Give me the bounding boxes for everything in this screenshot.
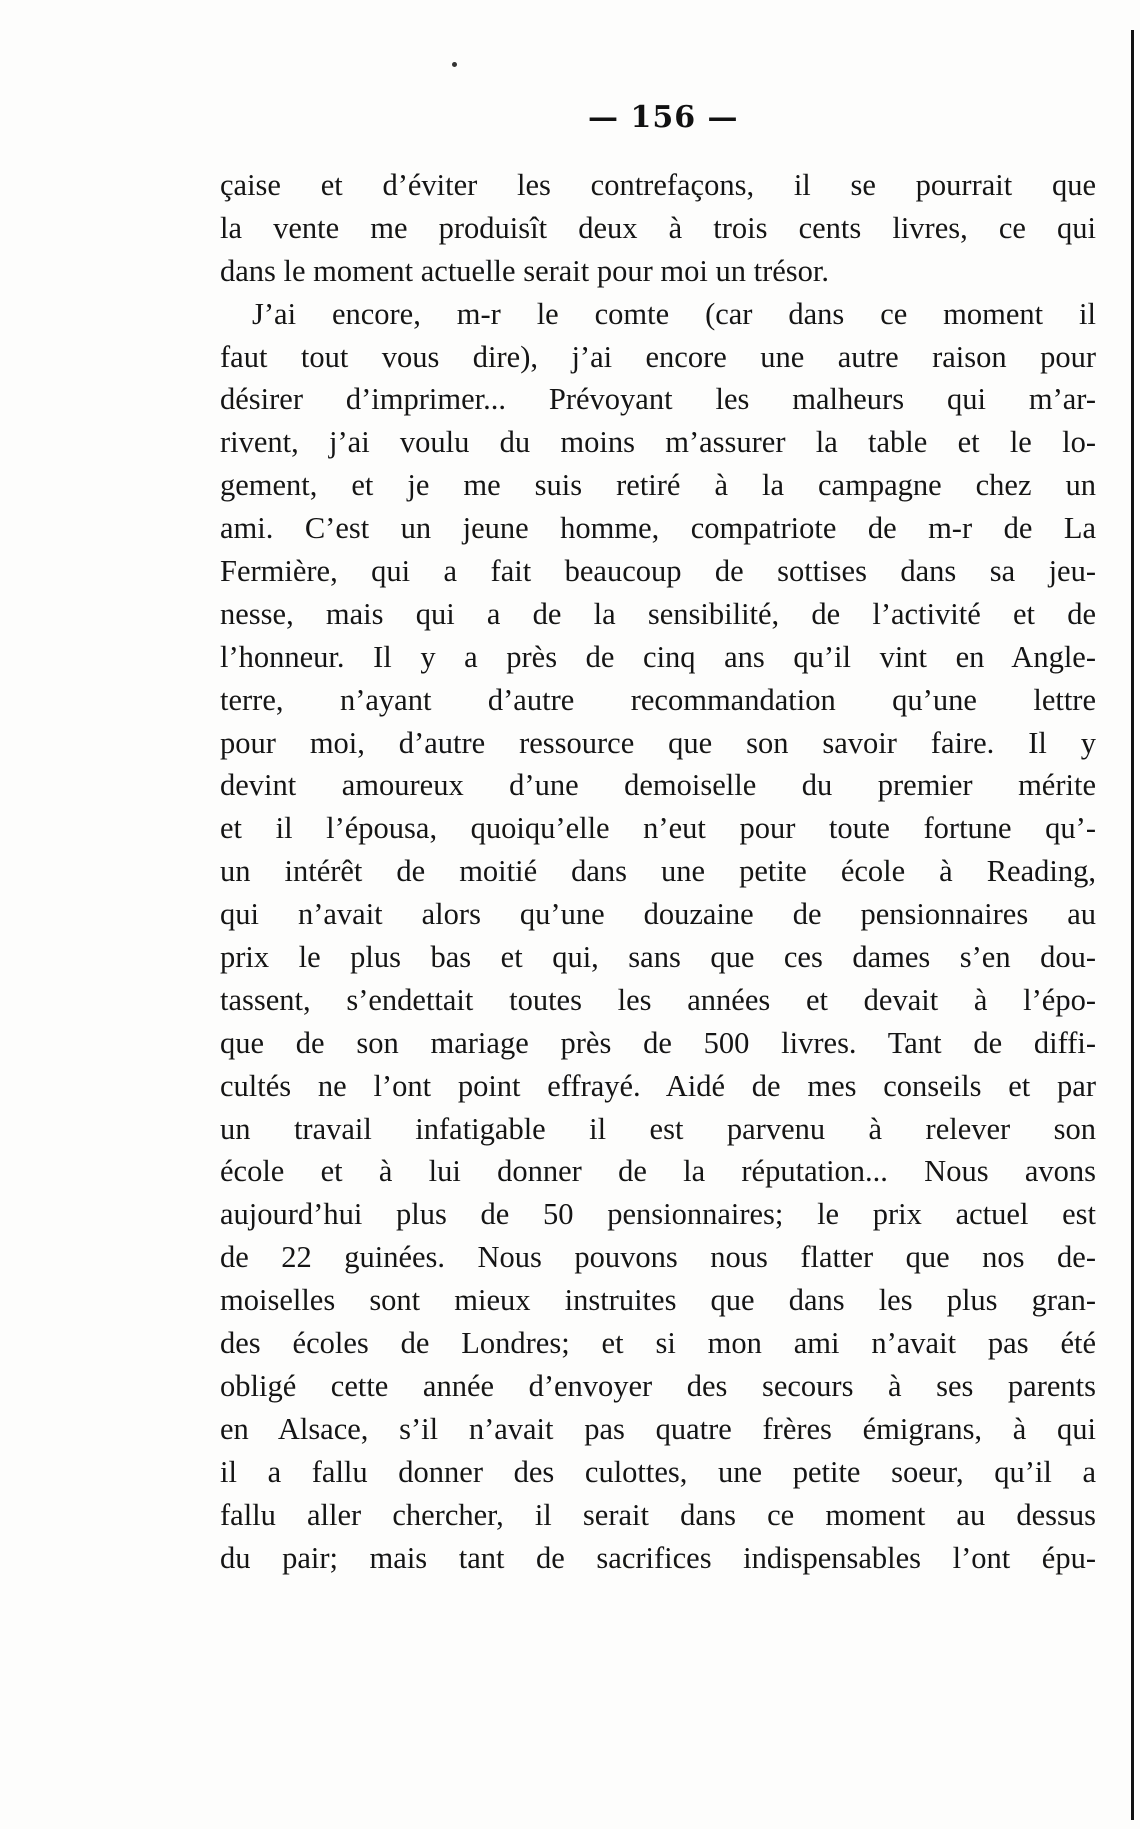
text-line: devint amoureux d’une demoiselle du premier mérite bbox=[220, 768, 1096, 803]
text-line: pour moi, d’autre ressource que son savoir faire. Il y bbox=[220, 725, 1096, 760]
text-line: la vente me produisît deux à trois cents livres, ce qui bbox=[220, 210, 1096, 245]
text-line: nesse, mais qui a de la sensibilité, de l’activité et de bbox=[220, 596, 1096, 631]
text-line: dans le moment actuelle serait pour moi un trésor. bbox=[220, 253, 829, 288]
text-line: l’honneur. Il y a près de cinq ans qu’il vint en Angle- bbox=[220, 639, 1096, 674]
text-line: obligé cette année d’envoyer des secours à ses parents bbox=[220, 1368, 1096, 1403]
text-line: de 22 guinées. Nous pouvons nous flatter que nos de- bbox=[220, 1240, 1096, 1275]
text-line: fallu aller chercher, il serait dans ce moment au dessus bbox=[220, 1497, 1096, 1532]
text-line: Fermière, qui a fait beaucoup de sottises dans sa jeu- bbox=[220, 554, 1096, 589]
text-line: tassent, s’endettait toutes les années et devait à l’épo- bbox=[220, 982, 1096, 1017]
page-edge-shadow bbox=[1131, 30, 1134, 1820]
text-line: aujourd’hui plus de 50 pensionnaires; le prix actuel est bbox=[220, 1197, 1096, 1232]
text-line: et il l’épousa, quoiqu’elle n’eut pour toute fortune qu’- bbox=[220, 811, 1096, 846]
text-line: moiselles sont mieux instruites que dans les plus gran- bbox=[220, 1283, 1096, 1318]
text-line: gement, et je me suis retiré à la campagne chez un bbox=[220, 468, 1096, 503]
page-number: — 156 — bbox=[588, 100, 739, 135]
text-line: il a fallu donner des culottes, une petite soeur, qu’il a bbox=[220, 1454, 1096, 1489]
text-line: un intérêt de moitié dans une petite école à Reading, bbox=[220, 854, 1096, 889]
text-line: qui n’avait alors qu’une douzaine de pensionnaires au bbox=[220, 897, 1096, 932]
text-line: que de son mariage près de 500 livres. Tant de diffi- bbox=[220, 1025, 1096, 1060]
text-line: prix le plus bas et qui, sans que ces dames s’en dou- bbox=[220, 940, 1096, 975]
text-line: école et à lui donner de la réputation... Nous avons bbox=[220, 1154, 1096, 1189]
ink-speck bbox=[452, 62, 457, 67]
text-line: un travail infatigable il est parvenu à relever son bbox=[220, 1111, 1096, 1146]
text-line: faut tout vous dire), j’ai encore une autre raison pour bbox=[220, 339, 1096, 374]
text-line: J’ai encore, m-r le comte (car dans ce moment il bbox=[252, 296, 1096, 331]
body-text bbox=[220, 164, 1096, 1579]
text-line: çaise et d’éviter les contrefaçons, il se pourrait que bbox=[220, 168, 1096, 202]
text-line: rivent, j’ai voulu du moins m’assurer la table et le lo- bbox=[220, 425, 1096, 460]
text-line: ami. C’est un jeune homme, compatriote de m-r de La bbox=[220, 511, 1096, 546]
text-line: terre, n’ayant d’autre recommandation qu’une lettre bbox=[220, 682, 1096, 717]
text-line: désirer d’imprimer... Prévoyant les malheurs qui m’ar- bbox=[220, 382, 1096, 417]
text-line: en Alsace, s’il n’avait pas quatre frères émigrans, à qui bbox=[220, 1411, 1096, 1446]
text-line: cultés ne l’ont point effrayé. Aidé de mes conseils et par bbox=[220, 1068, 1096, 1103]
text-line: du pair; mais tant de sacrifices indispensables l’ont épu- bbox=[220, 1540, 1096, 1575]
text-line: des écoles de Londres; et si mon ami n’avait pas été bbox=[220, 1326, 1096, 1361]
